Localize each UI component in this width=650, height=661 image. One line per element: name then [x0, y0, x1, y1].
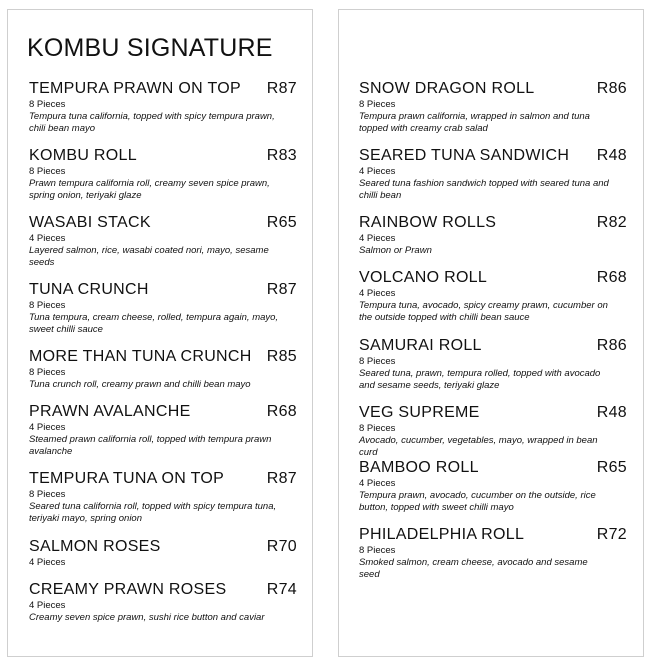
item-quantity: 8 Pieces [359, 423, 396, 434]
item-price: R68 [266, 403, 297, 420]
menu-item [359, 337, 627, 392]
item-description: Seared tuna fashion sandwich topped with seared tuna and chilli bean [359, 178, 609, 201]
item-name: SAMURAI ROLL [359, 337, 482, 354]
item-description: Tuna tempura, cream cheese, rolled, tempura again, mayo, sweet chilli sauce [29, 312, 279, 335]
item-description: Tempura prawn california, wrapped in salmon and tuna topped with creamy crab salad [359, 111, 590, 134]
item-price: R87 [266, 80, 297, 97]
item-description: Seared tuna, prawn, tempura rolled, topped with avocado and sesame seeds, teriyaki glaze [359, 368, 601, 391]
menu-item [29, 538, 297, 569]
item-quantity: 8 Pieces [29, 489, 66, 500]
item-name: SALMON ROSES [29, 538, 161, 555]
item-name: MORE THAN TUNA CRUNCH [29, 348, 252, 365]
item-name: TEMPURA PRAWN ON TOP [29, 80, 241, 97]
menu-item [29, 403, 297, 458]
item-description: Creamy seven spice prawn, sushi rice button and caviar [29, 612, 265, 623]
item-price: R86 [596, 80, 627, 97]
menu-item [359, 526, 627, 581]
item-name: VEG SUPREME [359, 404, 480, 421]
item-name: BAMBOO ROLL [359, 459, 479, 476]
item-quantity: 4 Pieces [29, 233, 66, 244]
item-price: R87 [266, 470, 297, 487]
item-price: R48 [596, 147, 627, 164]
menu-item [359, 147, 627, 202]
item-price: R72 [596, 526, 627, 543]
item-quantity: 4 Pieces [359, 233, 396, 244]
item-quantity: 4 Pieces [29, 422, 66, 433]
item-price: R74 [266, 581, 297, 598]
item-description: Layered salmon, rice, wasabi coated nori, mayo, sesame seeds [29, 245, 269, 268]
item-quantity: 8 Pieces [29, 166, 66, 177]
item-quantity: 4 Pieces [359, 478, 396, 489]
item-description: Tempura tuna california, topped with spicy tempura prawn, chili bean mayo [29, 111, 275, 134]
item-description: Tuna crunch roll, creamy prawn and chilli bean mayo [29, 379, 251, 390]
item-description: Avocado, cucumber, vegetables, mayo, wrapped in bean curd [359, 435, 598, 458]
menu-item [359, 80, 627, 135]
item-quantity: 8 Pieces [359, 545, 396, 556]
item-quantity: 4 Pieces [359, 288, 396, 299]
menu-item [359, 459, 627, 514]
item-description: Prawn tempura california roll, creamy seven spice prawn, spring onion, teriyaki glaze [29, 178, 270, 201]
menu-item [29, 470, 297, 525]
menu-item [359, 269, 627, 324]
menu-panel-left [7, 9, 313, 657]
menu-item [29, 348, 297, 391]
item-quantity: 4 Pieces [29, 600, 66, 611]
item-name: KOMBU ROLL [29, 147, 137, 164]
item-description: Tempura tuna, avocado, spicy creamy prawn, cucumber on the outside topped with chilli bean sauce [359, 300, 608, 323]
item-price: R70 [266, 538, 297, 555]
item-price: R68 [596, 269, 627, 286]
item-quantity: 8 Pieces [29, 300, 66, 311]
item-quantity: 4 Pieces [29, 557, 66, 568]
menu-panel-right [338, 9, 644, 657]
item-quantity: 4 Pieces [359, 166, 396, 177]
item-price: R85 [266, 348, 297, 365]
item-name: SNOW DRAGON ROLL [359, 80, 535, 97]
item-price: R48 [596, 404, 627, 421]
item-description: Salmon or Prawn [359, 245, 432, 256]
menu-item [29, 147, 297, 202]
item-name: VOLCANO ROLL [359, 269, 488, 286]
item-name: PRAWN AVALANCHE [29, 403, 191, 420]
item-name: PHILADELPHIA ROLL [359, 526, 525, 543]
item-description: Tempura prawn, avocado, cucumber on the outside, rice button, topped with sweet chilli mayo [359, 490, 596, 513]
item-price: R87 [266, 281, 297, 298]
menu-item [29, 581, 297, 624]
item-name: TEMPURA TUNA ON TOP [29, 470, 225, 487]
item-quantity: 8 Pieces [359, 99, 396, 110]
item-price: R65 [266, 214, 297, 231]
item-price: R65 [596, 459, 627, 476]
item-name: WASABI STACK [29, 214, 151, 231]
item-name: TUNA CRUNCH [29, 281, 149, 298]
menu-title: KOMBU SIGNATURE [27, 34, 273, 62]
menu-item [29, 80, 297, 135]
menu-item [359, 404, 627, 459]
item-quantity: 8 Pieces [359, 356, 396, 367]
item-quantity: 8 Pieces [29, 99, 66, 110]
item-price: R86 [596, 337, 627, 354]
item-quantity: 8 Pieces [29, 367, 66, 378]
menu-item [29, 214, 297, 269]
item-description: Smoked salmon, cream cheese, avocado and sesame seed [359, 557, 588, 580]
item-price: R83 [266, 147, 297, 164]
item-name: SEARED TUNA SANDWICH [359, 147, 570, 164]
item-description: Steamed prawn california roll, topped with tempura prawn avalanche [29, 434, 272, 457]
menu-item [29, 281, 297, 336]
menu-item [359, 214, 627, 257]
item-name: RAINBOW ROLLS [359, 214, 497, 231]
item-name: CREAMY PRAWN ROSES [29, 581, 227, 598]
item-description: Seared tuna california roll, topped with spicy tempura tuna, teriyaki mayo, spring onion [29, 501, 277, 524]
item-price: R82 [596, 214, 627, 231]
